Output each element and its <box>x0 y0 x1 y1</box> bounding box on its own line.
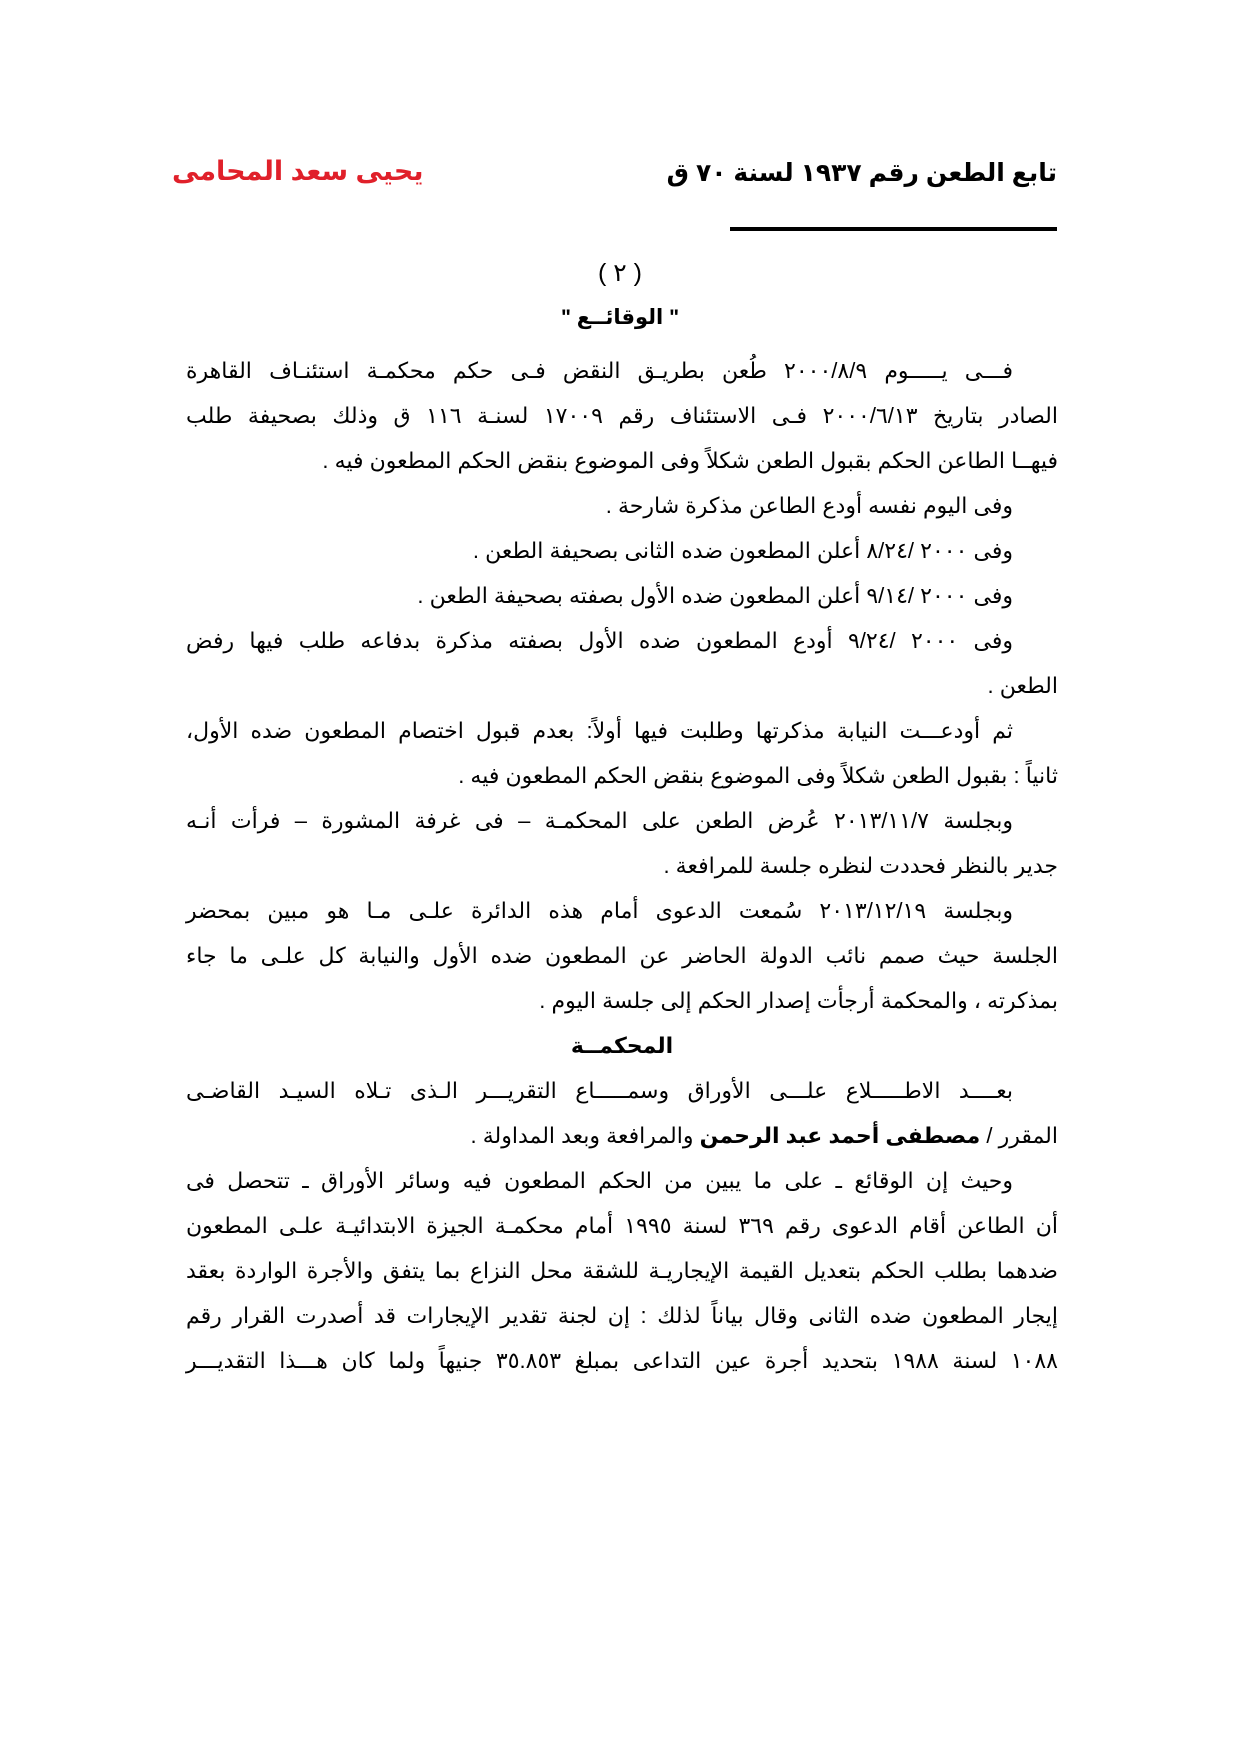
facts-line: ثم أودعـــت النيابة مذكرتها وطلبت فيها أولاً: بعدم قبول اختصام المطعون ضده الأول، <box>186 718 1013 743</box>
reporter-prefix: المقرر / <box>980 1123 1058 1148</box>
facts-line: بمذكرته ، والمحكمة أرجأت إصدار الحكم إلى جلسة اليوم . <box>539 988 1058 1013</box>
page-number: ( ٢ ) <box>598 259 642 287</box>
lawyer-name: يحيى سعد المحامى <box>172 156 424 186</box>
court-line: بعــــد الاطـــــلاع علـــى الأوراق وسمـــــاع التقريـــر الـذى تـلاه السيـد القاضـى <box>186 1078 1013 1103</box>
facts-line: جدير بالنظر فحددت لنظره جلسة للمرافعة . <box>663 853 1058 878</box>
case-reference: تابع الطعن رقم ١٩٣٧ لسنة ٧٠ ق <box>666 159 1057 187</box>
facts-line: وفى اليوم نفسه أودع الطاعن مذكرة شارحة . <box>605 493 1013 518</box>
facts-line: الطعن . <box>987 673 1058 698</box>
reporter-suffix: والمرافعة وبعد المداولة . <box>470 1123 700 1148</box>
court-line: ١٠٨٨ لسنة ١٩٨٨ بتحديد أجرة عين التداعى بمبلغ ٣٥.٨٥٣ جنيهاً ولما كان هـــذا التقديـــر <box>186 1348 1058 1373</box>
reporter-line <box>186 1113 1058 1158</box>
court-line: إيجار المطعون ضده الثانى وقال بياناً لذلك : إن لجنة تقدير الإيجارات قد أصدرت القرار رقم <box>186 1303 1058 1328</box>
facts-title: " الوقائــع " <box>560 306 680 329</box>
facts-line: الصادر بتاريخ ٢٠٠٠/٦/١٣ فـى الاستئناف رقم ١٧٠٠٩ لسنـة ١١٦ ق وذلك بصحيفة طلب <box>186 403 1059 428</box>
facts-line: فيهــا الطاعن الحكم بقبول الطعن شكلاً وفى الموضوع بنقض الحكم المطعون فيه . <box>322 448 1058 473</box>
judge-name: مصطفى أحمد عبد الرحمن <box>699 1123 981 1148</box>
court-title: المحكمــة <box>570 1033 674 1058</box>
document-body <box>186 348 1058 1383</box>
facts-line: فـــى يـــــوم ٢٠٠٠/٨/٩ طُعن بطريـق النقض فـى حكم محكمـة استئنـاف القاهرة <box>186 358 1013 383</box>
court-line: وحيث إن الوقائع ـ على ما يبين من الحكم المطعون فيه وسائر الأوراق ـ تتحصل فى <box>186 1168 1013 1193</box>
facts-line: وفى ٢٠٠٠ /٩/١٤ أعلن المطعون ضده الأول بصفته بصحيفة الطعن . <box>417 583 1013 608</box>
facts-line: الجلسة حيث صمم نائب الدولة الحاضر عن المطعون ضده الأول والنيابة كل علـى ما جاء <box>186 943 1058 968</box>
court-line: ضدهما بطلب الحكم بتعديل القيمة الإيجاريـة للشقة محل النزاع بما يتفق والأجرة الواردة بعقد <box>186 1258 1058 1283</box>
facts-line: وبجلسة ٢٠١٣/١١/٧ عُرض الطعن على المحكمـة – فى غرفة المشورة – فرأت أنـه <box>186 808 1014 833</box>
facts-line: وبجلسة ٢٠١٣/١٢/١٩ سُمعت الدعوى أمام هذه الدائرة علـى مـا هو مبين بمحضر <box>186 898 1014 923</box>
court-line: أن الطاعن أقام الدعوى رقم ٣٦٩ لسنة ١٩٩٥ أمام محكمـة الجيزة الابتدائيـة علـى المطعون <box>186 1213 1058 1238</box>
facts-line: ثانياً : بقبول الطعن شكلاً وفى الموضوع بنقض الحكم المطعون فيه . <box>458 763 1058 788</box>
facts-line: وفى ٢٠٠٠ /٨/٢٤ أعلن المطعون ضده الثانى بصحيفة الطعن . <box>472 538 1013 563</box>
header-rule <box>730 227 1057 231</box>
facts-line: وفى ٢٠٠٠ /٩/٢٤ أودع المطعون ضده الأول بصفته مذكرة بدفاعه طلب فيها رفض <box>186 628 1013 653</box>
